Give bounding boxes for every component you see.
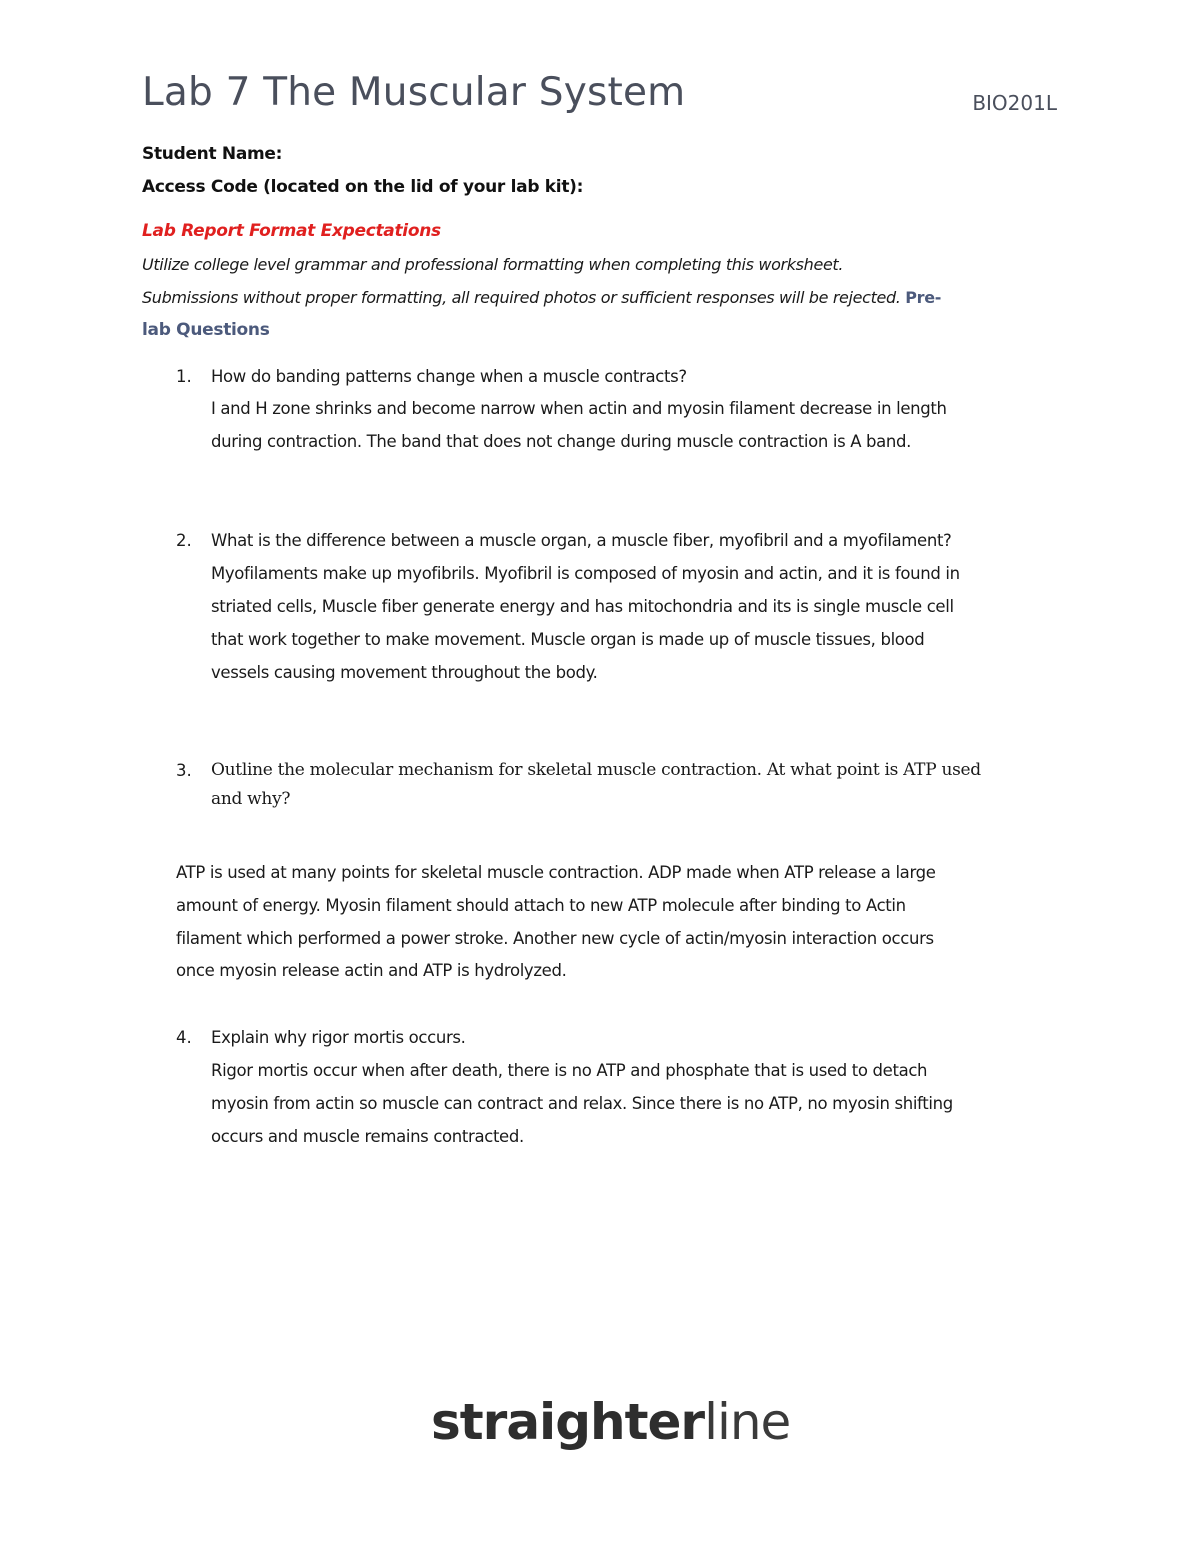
course-code: BIO201L — [972, 91, 1057, 115]
question-3-answer-line-1: ATP is used at many points for skeletal muscle contraction. ADP made when ATP release a large — [176, 863, 936, 882]
question-3-number: 3. — [176, 761, 192, 780]
logo-light-text: line — [704, 1393, 791, 1451]
straighterline-logo — [431, 1387, 790, 1457]
expectations-heading: Lab Report Format Expectations — [142, 221, 441, 241]
question-3-answer-line-4: once myosin release actin and ATP is hydrolyzed. — [176, 961, 567, 980]
question-3-answer-line-2: amount of energy. Myosin filament should attach to new ATP molecule after binding to Actin — [176, 896, 906, 915]
question-4-answer-line-2: myosin from actin so muscle can contract and relax. Since there is no ATP, no myosin shifting — [211, 1094, 953, 1113]
expectations-line-1: Utilize college level grammar and professional formatting when completing this worksheet. — [142, 255, 844, 274]
question-1-number: 1. — [176, 367, 192, 386]
question-1-answer-line-2: during contraction. The band that does not change during muscle contraction is A band. — [211, 432, 912, 451]
question-3-text-line-1: Outline the molecular mechanism for skeletal muscle contraction. At what point is ATP used — [211, 760, 981, 780]
question-4-answer-line-1: Rigor mortis occur when after death, there is no ATP and phosphate that is used to detach — [211, 1061, 928, 1080]
logo-bold-text: straighter — [431, 1393, 705, 1451]
question-2-answer-line-1: Myofilaments make up myofibrils. Myofibril is composed of myosin and actin, and it is found in — [211, 564, 960, 583]
expectations-line-2-text: Submissions without proper formatting, all required photos or sufficient responses will be rejected. — [142, 288, 901, 307]
question-3-text-line-2: and why? — [211, 789, 291, 809]
question-2-answer-line-4: vessels causing movement throughout the body. — [211, 663, 598, 682]
question-1-text: How do banding patterns change when a muscle contracts? — [211, 367, 687, 386]
question-2-number: 2. — [176, 531, 192, 550]
page-title: Lab 7 The Muscular System — [142, 70, 686, 115]
student-name-label: Student Name: — [142, 144, 283, 164]
access-code-label: Access Code (located on the lid of your lab kit): — [142, 177, 584, 197]
question-2-answer-line-3: that work together to make movement. Muscle organ is made up of muscle tissues, blood — [211, 630, 925, 649]
question-1-answer-line-1: I and H zone shrinks and become narrow when actin and myosin filament decrease in length — [211, 399, 947, 418]
question-4-text: Explain why rigor mortis occurs. — [211, 1028, 466, 1047]
expectations-line-2 — [142, 288, 941, 307]
prelab-heading-part1: Pre- — [905, 288, 942, 307]
question-2-text: What is the difference between a muscle organ, a muscle fiber, myofibril and a myofilament? — [211, 531, 952, 550]
question-2-answer-line-2: striated cells, Muscle fiber generate energy and has mitochondria and its is single muscle cell — [211, 597, 954, 616]
question-4-answer-line-3: occurs and muscle remains contracted. — [211, 1127, 524, 1146]
question-4-number: 4. — [176, 1028, 192, 1047]
prelab-heading-part2: lab Questions — [142, 320, 270, 340]
question-3-answer-line-3: filament which performed a power stroke. Another new cycle of actin/myosin interaction occurs — [176, 929, 934, 948]
